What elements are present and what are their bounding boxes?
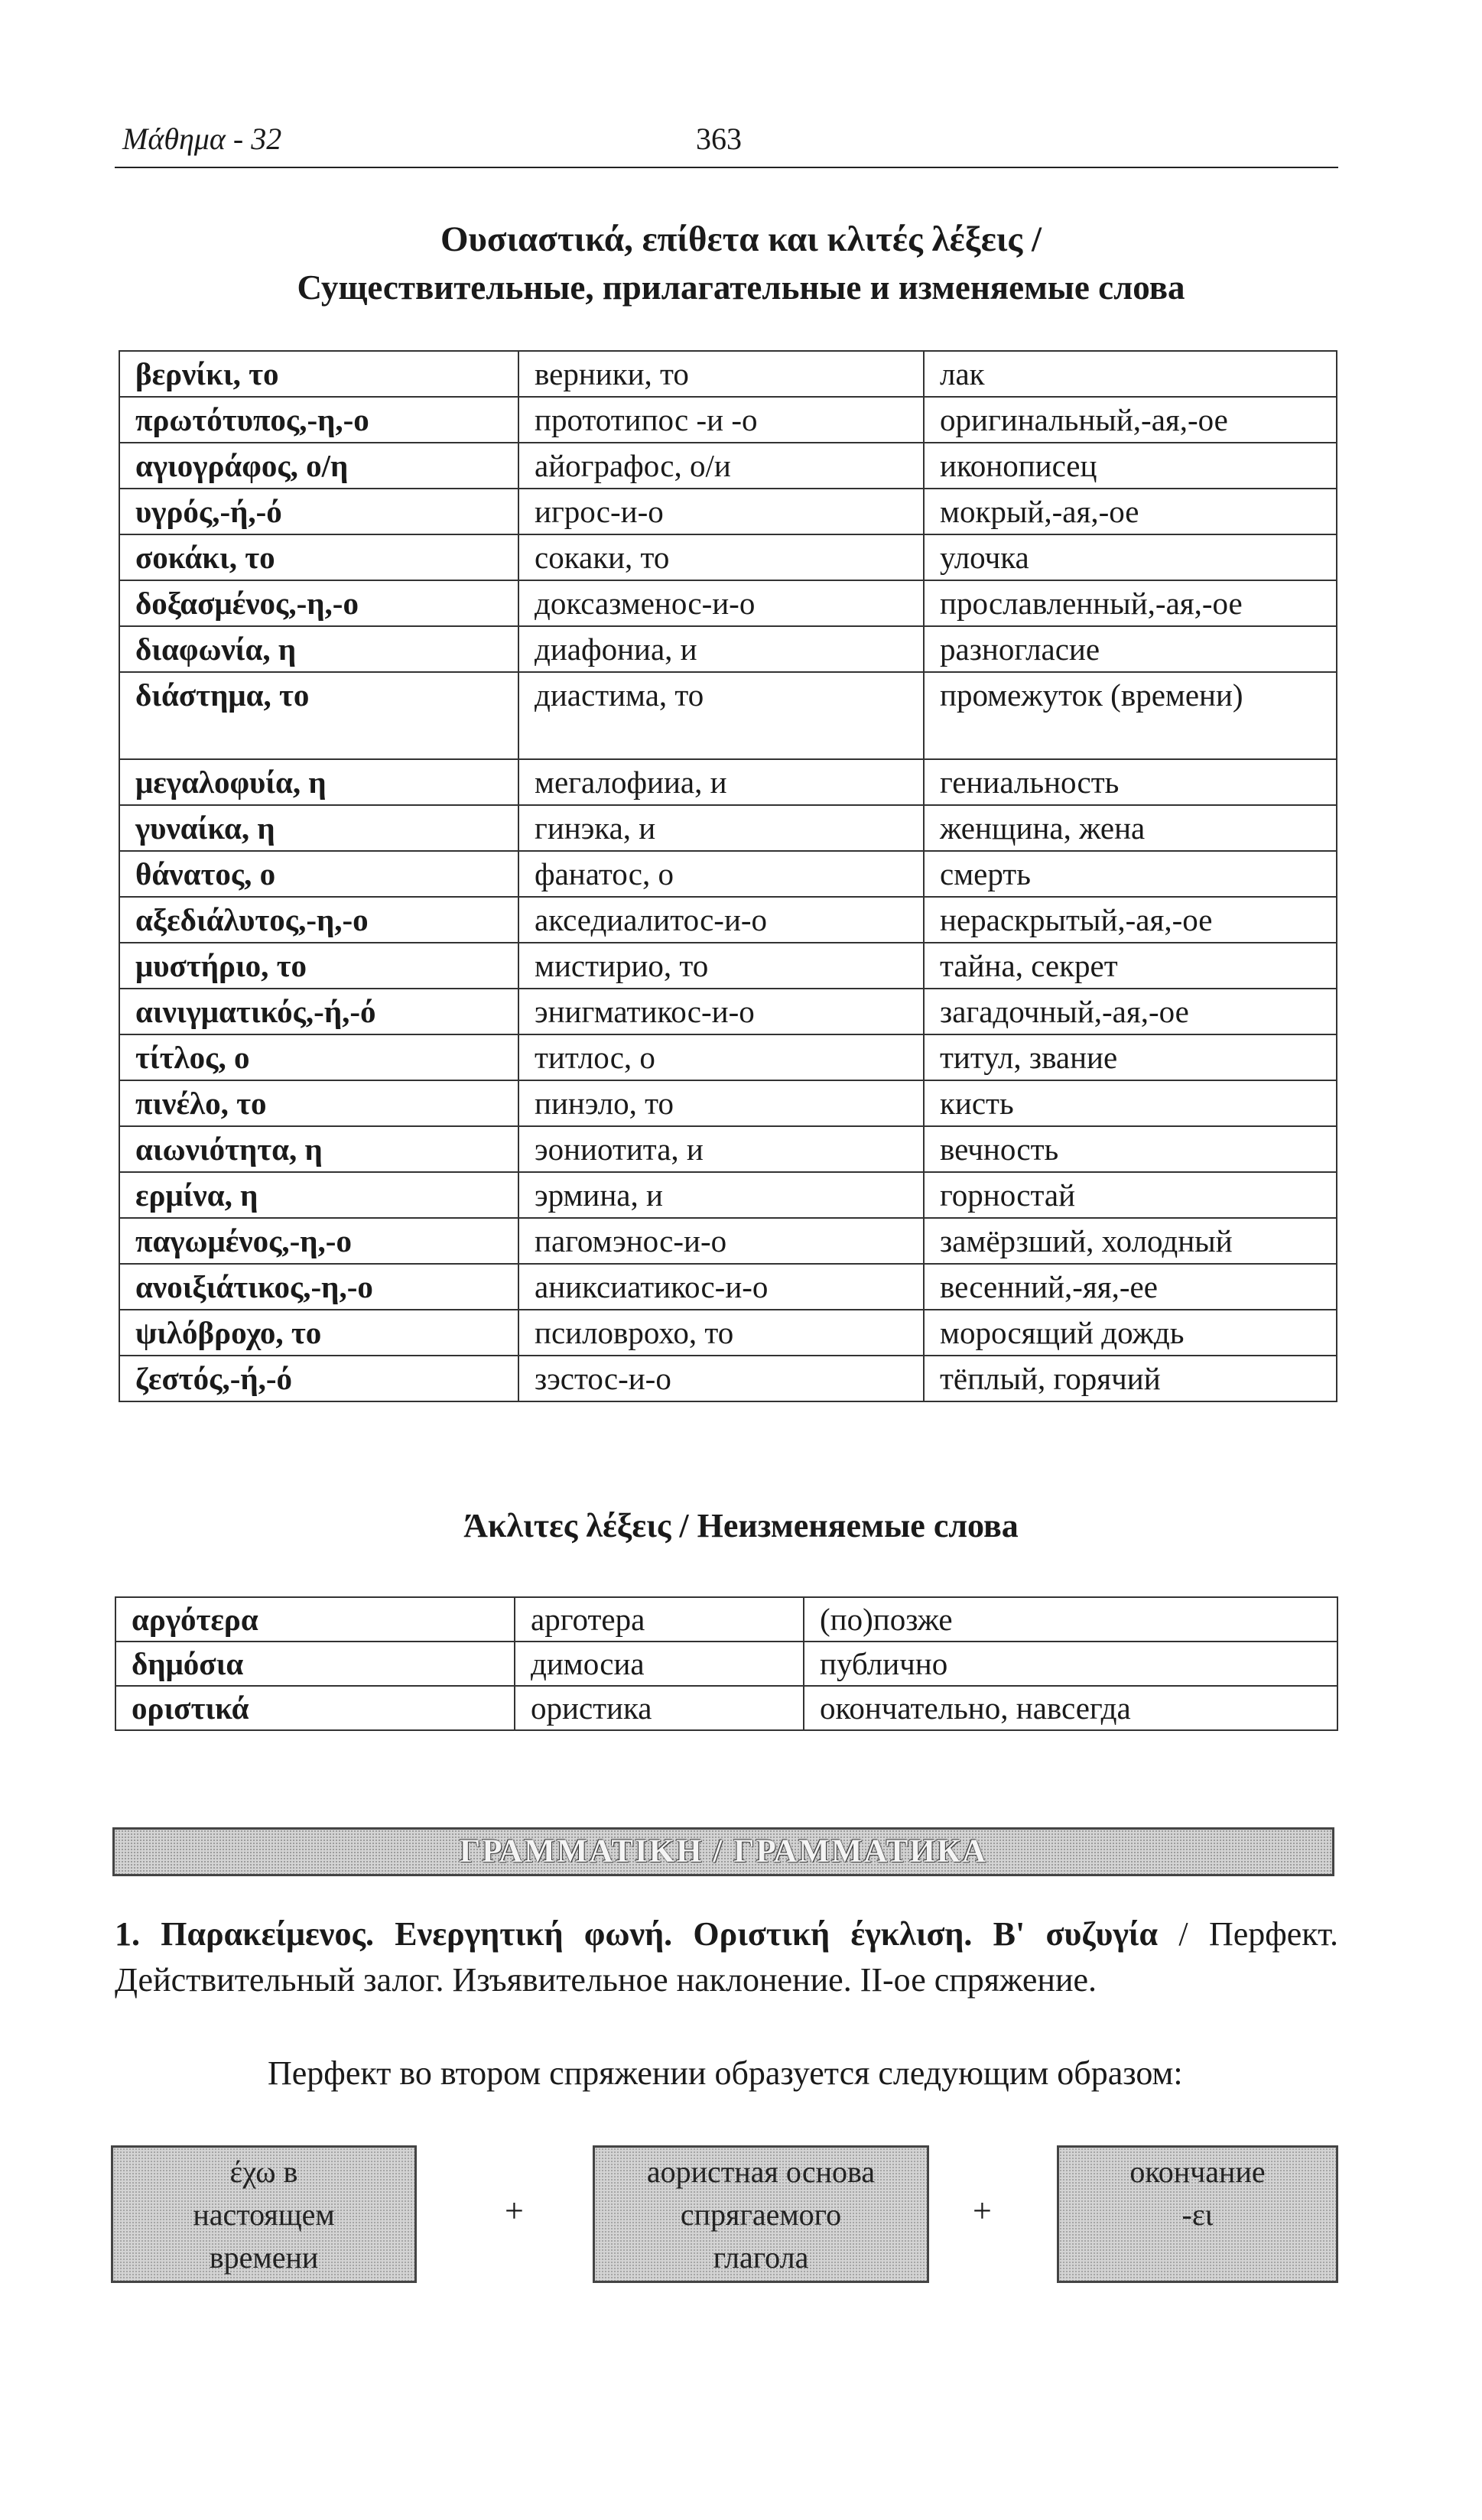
transliteration-cell: энигматикос-и-о xyxy=(518,989,924,1034)
grammar-paragraph-2: Перфект во втором спряжении образуется следующим образом: xyxy=(268,2054,1183,2092)
transliteration-cell: мистирио, то xyxy=(518,943,924,989)
russian-translation-cell: гениальность xyxy=(924,759,1337,805)
formula-box-ending xyxy=(1057,2145,1338,2283)
vocab-row xyxy=(119,1264,1337,1310)
russian-translation-cell: моросящий дождь xyxy=(924,1310,1337,1356)
lesson-label: Μάθημα - 32 xyxy=(122,122,282,156)
greek-word-cell: βερνίκι, το xyxy=(119,351,518,397)
greek-word-cell: ανοιξιάτικος,-η,-ο xyxy=(119,1264,518,1310)
russian-translation-cell: разногласие xyxy=(924,626,1337,672)
transliteration-cell: гинэка, и xyxy=(518,805,924,851)
russian-translation-cell: промежуток (времени) xyxy=(924,672,1337,759)
formula-box-line: έχω в xyxy=(229,2155,298,2189)
vocab-row xyxy=(119,1356,1337,1401)
russian-translation-cell: улочка xyxy=(924,534,1337,580)
greek-word-cell: αξεδιάλυτος,-η,-ο xyxy=(119,897,518,943)
greek-word-cell: ερμίνα, η xyxy=(119,1172,518,1218)
greek-word-cell: μεγαλοφυία, η xyxy=(119,759,518,805)
russian-translation-cell: тёплый, горячий xyxy=(924,1356,1337,1401)
formula-box-line: глагола xyxy=(713,2240,809,2275)
vocab-row xyxy=(115,1597,1337,1642)
vocab-row xyxy=(119,897,1337,943)
russian-translation-cell: публично xyxy=(804,1642,1337,1686)
section1-title-greek: Ουσιαστικά, επίθετα και κλιτές λέξεις / xyxy=(440,219,1042,259)
vocab-row xyxy=(119,534,1337,580)
plus-sign: + xyxy=(505,2192,524,2229)
transliteration-cell: мегалофииа, и xyxy=(518,759,924,805)
greek-word-cell: θάνατος, ο xyxy=(119,851,518,897)
greek-word-cell: πινέλο, το xyxy=(119,1080,518,1126)
russian-translation-cell: нераскрытый,-ая,-ое xyxy=(924,897,1337,943)
russian-translation-cell: смерть xyxy=(924,851,1337,897)
russian-translation-cell: прославленный,-ая,-ое xyxy=(924,580,1337,626)
transliteration-cell: псиловрохо, то xyxy=(518,1310,924,1356)
vocab-row xyxy=(119,489,1337,534)
russian-translation-cell: женщина, жена xyxy=(924,805,1337,851)
transliteration-cell: арготера xyxy=(515,1597,804,1642)
greek-word-cell: διαφωνία, η xyxy=(119,626,518,672)
transliteration-cell: фанатос, о xyxy=(518,851,924,897)
transliteration-cell: димосиа xyxy=(515,1642,804,1686)
grammar-banner: ΓΡΑΜΜΑΤΙΚΗ / ГРАММАТИКА xyxy=(112,1827,1334,1876)
russian-translation-cell: загадочный,-ая,-ое xyxy=(924,989,1337,1034)
vocab-row xyxy=(115,1642,1337,1686)
formula-box-aorist-stem xyxy=(593,2145,929,2283)
vocab-row xyxy=(119,759,1337,805)
greek-word-cell: αγιογράφος, ο/η xyxy=(119,443,518,489)
russian-translation-cell: оригинальный,-ая,-ое xyxy=(924,397,1337,443)
vocab-row xyxy=(119,1126,1337,1172)
russian-translation-cell: окончательно, навсегда xyxy=(804,1686,1337,1730)
vocab-row xyxy=(119,1310,1337,1356)
russian-translation-cell: кисть xyxy=(924,1080,1337,1126)
vocab-row xyxy=(119,1034,1337,1080)
vocab-row xyxy=(119,397,1337,443)
greek-word-cell: ζεστός,-ή,-ό xyxy=(119,1356,518,1401)
transliteration-cell: пагомэнос-и-о xyxy=(518,1218,924,1264)
greek-word-cell: σοκάκι, το xyxy=(119,534,518,580)
greek-word-cell: δημόσια xyxy=(115,1642,515,1686)
uninflected-words-table xyxy=(115,1596,1338,1731)
transliteration-cell: эониотита, и xyxy=(518,1126,924,1172)
formula-box-line: -ει xyxy=(1181,2197,1214,2232)
russian-translation-cell: иконописец xyxy=(924,443,1337,489)
header-rule xyxy=(115,167,1338,168)
transliteration-cell: ористика xyxy=(515,1686,804,1730)
section2-title: Άκλιτες λέξεις / Неизменяемые слова xyxy=(463,1507,1019,1544)
formula-box-line: окончание xyxy=(1129,2155,1266,2189)
transliteration-cell: верники, то xyxy=(518,351,924,397)
transliteration-cell: зэстос-и-о xyxy=(518,1356,924,1401)
running-header xyxy=(115,121,1338,168)
transliteration-cell: доксазменос-и-о xyxy=(518,580,924,626)
greek-word-cell: αιωνιότητα, η xyxy=(119,1126,518,1172)
russian-translation-cell: титул, звание xyxy=(924,1034,1337,1080)
vocab-row xyxy=(119,805,1337,851)
greek-word-cell: αινιγματικός,-ή,-ό xyxy=(119,989,518,1034)
vocab-row xyxy=(119,943,1337,989)
greek-word-cell: αργότερα xyxy=(115,1597,515,1642)
russian-translation-cell: горностай xyxy=(924,1172,1337,1218)
russian-translation-cell: вечность xyxy=(924,1126,1337,1172)
grammar-heading-greek: 1. Παρακείμενος. Ενεργητική φωνή. Οριστική έγκλιση. Β' συζυγία xyxy=(115,1915,1159,1953)
greek-word-cell: δοξασμένος,-η,-ο xyxy=(119,580,518,626)
russian-translation-cell: тайна, секрет xyxy=(924,943,1337,989)
vocab-row xyxy=(119,672,1337,759)
greek-word-cell: πρωτότυπος,-η,-ο xyxy=(119,397,518,443)
transliteration-cell: прототипос -и -о xyxy=(518,397,924,443)
formula-box-line: аористная основа xyxy=(646,2155,876,2189)
inflected-words-table xyxy=(119,350,1337,1402)
plus-sign: + xyxy=(973,2192,992,2229)
transliteration-cell: акседиалитос-и-о xyxy=(518,897,924,943)
russian-translation-cell: мокрый,-ая,-ое xyxy=(924,489,1337,534)
greek-word-cell: οριστικά xyxy=(115,1686,515,1730)
vocab-row xyxy=(119,580,1337,626)
transliteration-cell: титлос, о xyxy=(518,1034,924,1080)
transliteration-cell: игрос-и-о xyxy=(518,489,924,534)
transliteration-cell: пинэло, то xyxy=(518,1080,924,1126)
vocab-row xyxy=(115,1686,1337,1730)
transliteration-cell: эрмина, и xyxy=(518,1172,924,1218)
formula-box-auxiliary xyxy=(111,2145,417,2283)
transliteration-cell: диастима, то xyxy=(518,672,924,759)
russian-translation-cell: весенний,-яя,-ее xyxy=(924,1264,1337,1310)
transliteration-cell: сокаки, то xyxy=(518,534,924,580)
formula-box-line: настоящем xyxy=(193,2197,335,2232)
section1-title-russian: Существительные, прилагательные и изменяемые слова xyxy=(297,268,1185,307)
transliteration-cell: диафониа, и xyxy=(518,626,924,672)
vocab-row xyxy=(119,351,1337,397)
vocab-row xyxy=(119,626,1337,672)
page-number: 363 xyxy=(696,122,742,156)
vocab-row xyxy=(119,1172,1337,1218)
russian-translation-cell: замёрзший, холодный xyxy=(924,1218,1337,1264)
grammar-paragraph-1 xyxy=(115,1911,1338,2003)
transliteration-cell: аниксиатикос-и-о xyxy=(518,1264,924,1310)
russian-translation-cell: лак xyxy=(924,351,1337,397)
transliteration-cell: айографос, о/и xyxy=(518,443,924,489)
vocab-row xyxy=(119,989,1337,1034)
greek-word-cell: τίτλος, ο xyxy=(119,1034,518,1080)
greek-word-cell: υγρός,-ή,-ό xyxy=(119,489,518,534)
vocab-row xyxy=(119,1080,1337,1126)
greek-word-cell: γυναίκα, η xyxy=(119,805,518,851)
greek-word-cell: ψιλόβροχο, το xyxy=(119,1310,518,1356)
formula-box-line: времени xyxy=(209,2240,319,2275)
greek-word-cell: μυστήριο, το xyxy=(119,943,518,989)
greek-word-cell: παγωμένος,-η,-ο xyxy=(119,1218,518,1264)
russian-translation-cell: (по)позже xyxy=(804,1597,1337,1642)
vocab-row xyxy=(119,443,1337,489)
vocab-row xyxy=(119,1218,1337,1264)
formula-box-line: спрягаемого xyxy=(680,2197,842,2232)
greek-word-cell: διάστημα, το xyxy=(119,672,518,759)
vocab-row xyxy=(119,851,1337,897)
grammar-heading-russian: / Перфект. Действительный залог. Изъявительное наклонение. II-ое спряжение. xyxy=(115,1915,1339,1999)
